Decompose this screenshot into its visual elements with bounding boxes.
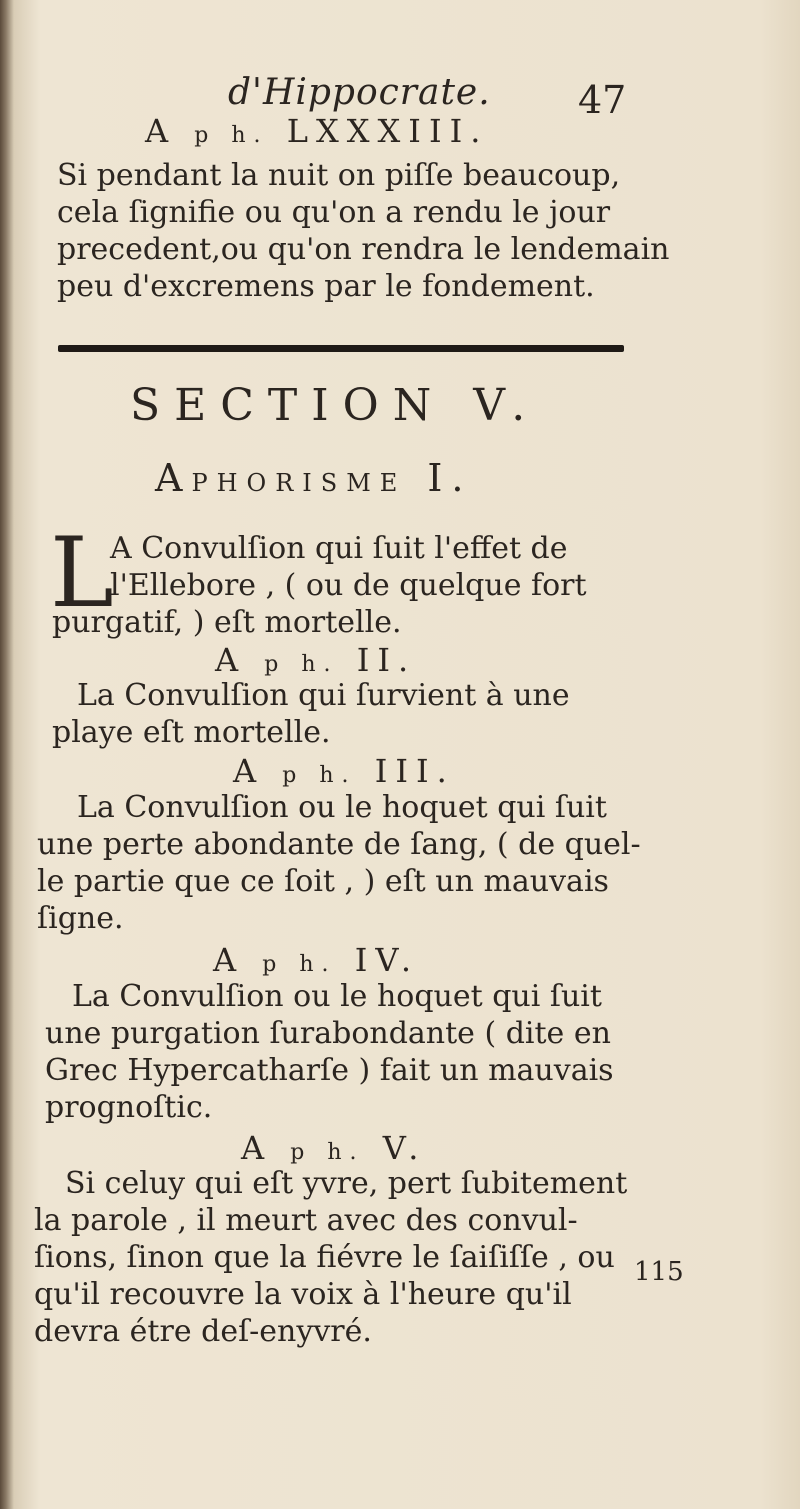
aph-label-83: A p h. LXXXIII. (145, 112, 489, 150)
drop-cap: L (50, 517, 114, 629)
aph-83-line-2: cela ſignifie ou qu'on a rendu le jour (57, 195, 611, 230)
aph-4-line-4: prognoſtic. (45, 1090, 213, 1125)
page-number: 47 (578, 78, 627, 122)
running-header: d'Hippocrate. (228, 72, 491, 113)
aph-83-line-4: peu d'excremens par le fondement. (57, 269, 595, 304)
aph-5-line-2: la parole , il meurt avec des convul- (34, 1203, 578, 1238)
aph-4-line-2: une purgation ſurabondante ( dite en (45, 1016, 611, 1051)
aph-4-line-3: Grec Hypercatharſe ) fait un mauvais (45, 1053, 614, 1088)
aphorisme-heading: APHORISME I. (155, 456, 473, 500)
aph-5-line-3: ſions, ſinon que la fiévre le ſaiſiſſe , ou (34, 1240, 615, 1275)
aph-1-line-2: l'Ellebore , ( ou de quelque fort (110, 568, 587, 603)
signature-mark: 115 (634, 1257, 684, 1287)
aph-3-line-1: La Convulſion ou le hoquet qui ſuit (77, 790, 607, 825)
aph-label-3: A p h. III. (233, 752, 455, 790)
aph-3-line-2: une perte abondante de ſang, ( de quel- (37, 827, 641, 862)
aph-label-5: A p h. V. (241, 1129, 427, 1167)
aph-3-line-4: ſigne. (37, 901, 124, 936)
aph-83-line-3: precedent,ou qu'on rendra le lendemain (57, 232, 670, 267)
aph-5-line-4: qu'il recouvre la voix à l'heure qu'il (34, 1277, 572, 1312)
aph-4-line-1: La Convulſion ou le hoquet qui ſuit (72, 979, 602, 1014)
aph-label-2: A p h. II. (215, 641, 417, 679)
section-title: SECTION V. (130, 380, 540, 431)
aph-1-line-3: purgatif, ) eſt mortelle. (52, 605, 402, 640)
aph-2-line-1: La Convulſion qui ſurvient à une (77, 678, 570, 713)
aph-label-4: A p h. IV. (213, 941, 420, 979)
aph-2-line-2: playe eſt mortelle. (52, 715, 331, 750)
aph-1-line-1: A Convulſion qui ſuit l'effet de (110, 531, 568, 566)
aph-83-line-1: Si pendant la nuit on piſſe beaucoup, (57, 158, 621, 193)
aph-5-line-1: Si celuy qui eſt yvre, pert ſubitement (65, 1166, 628, 1201)
section-rule (58, 345, 624, 352)
aph-3-line-3: le partie que ce ſoit , ) eſt un mauvais (37, 864, 609, 899)
aph-5-line-5: devra étre deſ-enyvré. (34, 1314, 372, 1349)
